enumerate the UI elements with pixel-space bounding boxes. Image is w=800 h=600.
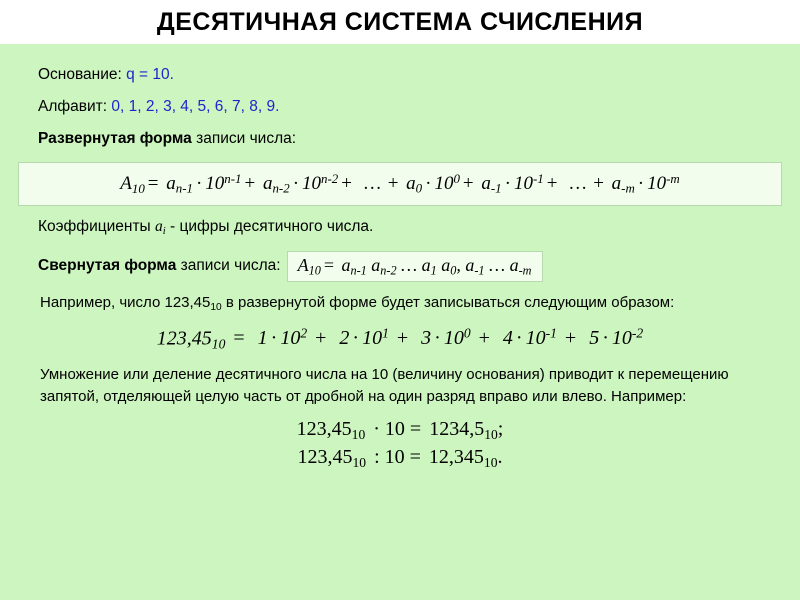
alphabet-value: 0, 1, 2, 3, 4, 5, 6, 7, 8, 9.: [111, 98, 280, 115]
base-value: q = 10.: [126, 66, 174, 83]
term-5: $a_{-m} \cdot 10^{-m}$: [611, 171, 680, 196]
example-expanded-formula: $123,45_{10} = 1 \cdot 10^2 + 2 \cdot 10^1 + 3 \cdot 10^0 + 4 \cdot 10^{-1} + 5 \cdot 10^{-2}$: [156, 325, 644, 352]
expanded-form-rest: записи числа:: [196, 130, 297, 147]
term-2: $a_{n-2} \cdot 10^{n-2}$: [262, 171, 339, 196]
example-intro-rest: в развернутой форме будет записываться следующим: [221, 294, 608, 312]
coefficients-var-sub: i: [162, 225, 166, 237]
base-label: Основание:: [38, 66, 122, 83]
expanded-form-bold: Развернутая форма: [38, 130, 192, 147]
formula-lhs-sub: 10: [131, 180, 145, 196]
ex-term-1: $1 \cdot 10^2$: [257, 325, 308, 350]
coefficients-line: [18, 218, 782, 237]
expanded-form-formula: $A_{10} = a_{n-1} \cdot 10^{n-1} + a_{n-2} \cdot 10^{n-2}$ + … + $a_0 \cdot 10^0 + a_{-1} \cdot 10^{-1}$ + … + $a_{-m} \cdot 10^{-m}$: [18, 162, 782, 206]
collapsed-form-rest: записи числа:: [180, 257, 281, 275]
title-bar: [0, 0, 800, 44]
example-intro: [18, 292, 782, 316]
term-1: $a_{n-1} \cdot 10^{n-1}$: [166, 171, 242, 196]
ex-term-3: $3 \cdot 10^0$: [421, 325, 471, 350]
example-intro-line2: образом:: [611, 294, 675, 312]
term-3: $a_0 \cdot 10^0$: [406, 171, 460, 196]
base-line: [18, 66, 782, 84]
term-ellipsis-1: …: [362, 173, 382, 195]
coefficients-suffix: - цифры десятичного числа.: [170, 217, 374, 235]
multiply-example: $123,45_{10} \cdot 10 = 1234,5_{10}$;: [296, 417, 504, 442]
example-intro-text: Например, число 123,45: [40, 294, 211, 312]
ex-term-4: $4 \cdot 10^{-1}$: [502, 325, 557, 350]
alphabet-label: Алфавит:: [38, 98, 108, 115]
collapsed-form-row: [18, 251, 782, 282]
page-title: ДЕСЯТИЧНАЯ СИСТЕМА СЧИСЛЕНИЯ: [156, 7, 644, 36]
formula-lhs-var: A: [120, 173, 132, 195]
divide-example: $123,45_{10}$ : $10 = 12,345_{10}$.: [297, 446, 503, 471]
term-4: $a_{-1} \cdot 10^{-1}$: [481, 171, 544, 196]
term-ellipsis-2: …: [568, 173, 588, 195]
ex-term-5: $5 \cdot 10^{-2}$: [589, 325, 644, 350]
multiplication-note: Умножение или деление десятичного числа на 10 (величину основания) приводит к перемещению запятой, отделяющей целую часть от дробной на один разряд вправо или влево. Например:: [40, 366, 729, 405]
alphabet-line: [18, 98, 782, 116]
collapsed-form-bold: Свернутая форма: [38, 257, 177, 275]
example-intro-sub: 10: [210, 302, 222, 313]
ex-term-2: $2 \cdot 10^1$: [339, 325, 389, 350]
expanded-form-heading: [18, 130, 782, 148]
coefficients-prefix: Коэффициенты: [38, 217, 151, 235]
collapsed-form-formula: $A_{10} = a_{n-1}$ $a_{n-2}$ … $a_1$ $a_0$, $a_{-1}$ … $a_{-m}$: [287, 251, 543, 282]
content-panel: [0, 44, 800, 600]
coefficients-var: a: [155, 217, 163, 235]
